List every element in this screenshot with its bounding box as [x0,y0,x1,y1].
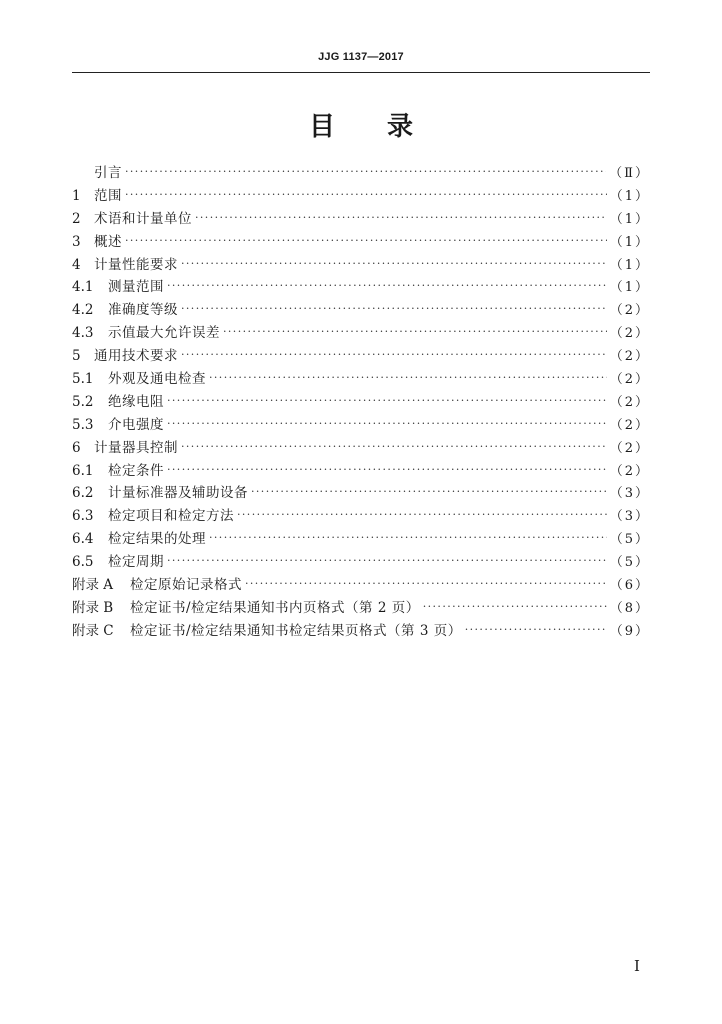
toc-entry-number: 2 [72,210,81,227]
toc-entry [72,527,650,550]
toc-entry-label: 计量标准器及辅助设备 [108,485,248,502]
toc-entry-number: 6.4 [72,531,94,548]
toc-leader-dots [125,234,607,247]
toc-entry-page: （2） [609,463,650,479]
toc-entry-number: 附录 C [72,622,114,639]
toc-entry-label: 外观及通电检查 [108,371,206,388]
toc-leader-dots [125,165,606,178]
toc-entry [72,550,650,573]
toc-entry [72,596,650,619]
toc-entry [72,367,650,390]
toc-entry [72,161,650,184]
toc-entry-label: 检定项目和检定方法 [108,508,234,525]
toc-entry-page: （2） [609,303,650,319]
toc-entry-page: （6） [609,578,650,594]
toc-entry [72,619,650,642]
toc-leader-dots [209,371,607,384]
toc-leader-dots [181,302,607,315]
toc-entry-number: 附录 B [72,599,114,616]
toc-entry-page: （3） [609,486,650,502]
toc-entry-page: （2） [609,440,650,456]
toc-leader-dots [181,348,607,361]
toc-entry-label: 检定周期 [108,554,164,571]
toc-entry [72,413,650,436]
toc-entry-page: （1） [609,234,650,250]
page-title: 目录 [308,112,465,142]
toc-entry-page: （5） [609,555,650,571]
toc-leader-dots [167,463,607,476]
toc-entry [72,504,650,527]
toc-entry-label: 介电强度 [108,416,164,433]
toc-entry-label: 通用技术要求 [94,348,178,365]
toc-entry-label: 检定结果的处理 [108,531,206,548]
toc-entry-number: 6.2 [72,485,94,502]
toc-entry-page: （2） [609,417,650,433]
toc-entry [72,344,650,367]
toc-entry [72,481,650,504]
toc-entry-page: （2） [609,326,650,342]
table-of-contents [72,161,650,642]
toc-entry-label: 检定证书/检定结果通知书内页格式（第 2 页） [130,599,420,616]
page-number: I [634,957,640,975]
toc-entry-label: 引言 [94,165,122,181]
toc-entry-page: （Ⅱ） [609,166,650,181]
toc-leader-dots [167,554,607,567]
toc-entry [72,230,650,253]
toc-entry-page: （1） [609,257,650,273]
toc-entry-number: 4.3 [72,325,94,342]
toc-entry [72,321,650,344]
toc-entry [72,459,650,482]
toc-entry-page: （9） [609,623,650,639]
toc-entry-label: 术语和计量单位 [94,210,192,227]
toc-entry-number: 5.1 [72,371,94,388]
toc-entry-label: 测量范围 [108,279,164,296]
toc-entry-label: 示值最大允许误差 [108,325,220,342]
toc-leader-dots [167,417,607,430]
toc-entry [72,207,650,230]
toc-entry [72,184,650,207]
toc-entry-label: 计量性能要求 [94,256,178,273]
toc-leader-dots [181,257,607,270]
toc-leader-dots [167,394,607,407]
toc-entry-label: 范围 [94,187,122,204]
toc-entry-number: 4.1 [72,279,94,296]
toc-entry-page: （1） [609,280,650,296]
toc-entry-number: 5.3 [72,416,94,433]
toc-entry-page: （3） [609,509,650,525]
toc-entry-number: 1 [72,187,81,204]
toc-leader-dots [209,531,607,544]
toc-entry-label: 计量器具控制 [94,439,178,456]
toc-entry-number: 6.3 [72,508,94,525]
toc-entry [72,298,650,321]
toc-entry-page: （1） [609,211,650,227]
toc-entry-page: （1） [609,188,650,204]
toc-entry-number: 3 [72,233,81,250]
toc-entry-number: 6 [72,439,81,456]
toc-entry-label: 准确度等级 [108,302,178,319]
toc-entry [72,436,650,459]
toc-leader-dots [237,508,607,521]
toc-entry-number: 4.2 [72,302,94,319]
toc-entry-number: 5 [72,348,81,365]
toc-entry-page: （2） [609,372,650,388]
toc-entry [72,390,650,413]
toc-leader-dots [251,485,607,498]
toc-entry-page: （8） [609,600,650,616]
header-rule [72,72,650,73]
toc-entry [72,253,650,276]
toc-entry [72,275,650,298]
toc-entry-label: 概述 [94,233,122,250]
toc-leader-dots [423,600,607,613]
toc-entry-number: 6.5 [72,554,94,571]
toc-leader-dots [465,623,607,636]
toc-entry [72,573,650,596]
toc-entry-number: 附录 A [72,577,114,594]
toc-entry-page: （5） [609,532,650,548]
toc-leader-dots [181,440,607,453]
toc-leader-dots [167,279,607,292]
toc-leader-dots [245,577,607,590]
toc-entry-label: 检定证书/检定结果通知书检定结果页格式（第 3 页） [130,622,462,639]
toc-leader-dots [223,325,607,338]
toc-entry-label: 检定条件 [108,462,164,479]
toc-leader-dots [125,188,607,201]
toc-entry-label: 绝缘电阻 [108,393,164,410]
toc-entry-label: 检定原始记录格式 [130,577,242,594]
toc-entry-number: 6.1 [72,462,94,479]
toc-leader-dots [195,211,607,224]
toc-entry-number: 4 [72,256,81,273]
toc-entry-page: （2） [609,394,650,410]
toc-entry-number: 5.2 [72,393,94,410]
toc-entry-page: （2） [609,349,650,365]
document-code-header: JJG 1137—2017 [318,51,404,63]
